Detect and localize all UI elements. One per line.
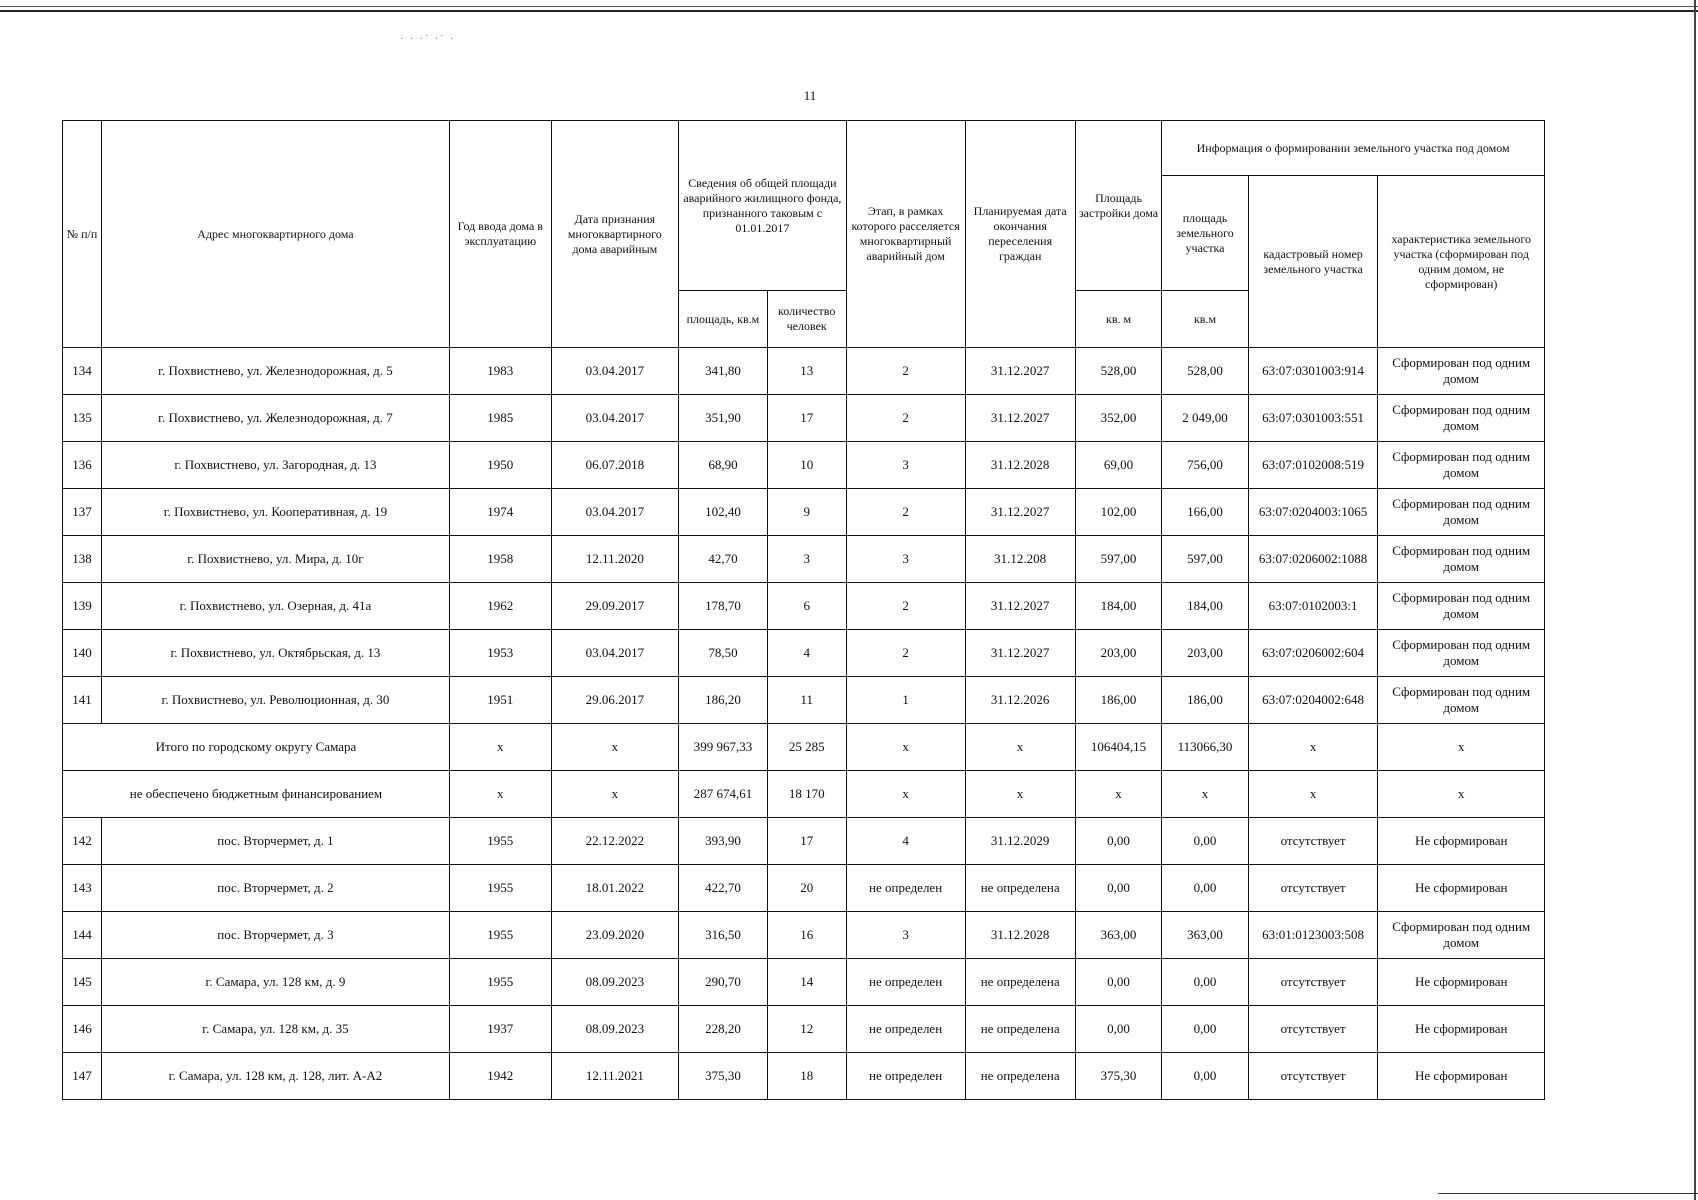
scan-border-top-thin bbox=[0, 6, 1698, 7]
row-people: 18 bbox=[767, 1053, 846, 1100]
total-year: х bbox=[449, 724, 551, 771]
row-address: г. Похвистнево, ул. Железнодорожная, д. 7 bbox=[101, 395, 449, 442]
row-area: 351,90 bbox=[679, 395, 768, 442]
row-planned-date: не определена bbox=[965, 1053, 1075, 1100]
row-planned-date: 31.12.208 bbox=[965, 536, 1075, 583]
row-area: 290,70 bbox=[679, 959, 768, 1006]
row-people: 6 bbox=[767, 583, 846, 630]
header-planned-date: Планируемая дата окончания переселения граждан bbox=[965, 121, 1075, 348]
row-num: 138 bbox=[63, 536, 102, 583]
table-row bbox=[63, 865, 1545, 912]
row-num: 144 bbox=[63, 912, 102, 959]
row-area: 68,90 bbox=[679, 442, 768, 489]
row-num: 147 bbox=[63, 1053, 102, 1100]
table-row bbox=[63, 536, 1545, 583]
total-label: не обеспечено бюджетным финансированием bbox=[63, 771, 450, 818]
row-people: 20 bbox=[767, 865, 846, 912]
row-people: 4 bbox=[767, 630, 846, 677]
row-planned-date: 31.12.2026 bbox=[965, 677, 1075, 724]
header-cadastral: кадастровый номер земельного участка bbox=[1248, 176, 1378, 348]
header-land-area-unit: кв.м bbox=[1162, 291, 1248, 348]
row-cadastral: отсутствует bbox=[1248, 865, 1378, 912]
row-cadastral: 63:07:0206002:604 bbox=[1248, 630, 1378, 677]
row-date: 23.09.2020 bbox=[551, 912, 679, 959]
row-cadastral: 63:07:0204003:1065 bbox=[1248, 489, 1378, 536]
total-char: х bbox=[1378, 724, 1545, 771]
row-land-char: Сформирован под одним домом bbox=[1378, 536, 1545, 583]
row-year: 1937 bbox=[449, 1006, 551, 1053]
row-area: 102,40 bbox=[679, 489, 768, 536]
row-area: 341,80 bbox=[679, 348, 768, 395]
row-land-area: 597,00 bbox=[1162, 536, 1248, 583]
row-land-char: Не сформирован bbox=[1378, 818, 1545, 865]
row-num: 142 bbox=[63, 818, 102, 865]
row-planned-date: 31.12.2028 bbox=[965, 912, 1075, 959]
row-land-area: 184,00 bbox=[1162, 583, 1248, 630]
row-people: 17 bbox=[767, 395, 846, 442]
row-land-area: 0,00 bbox=[1162, 865, 1248, 912]
row-year: 1955 bbox=[449, 865, 551, 912]
row-people: 11 bbox=[767, 677, 846, 724]
row-year: 1942 bbox=[449, 1053, 551, 1100]
row-land-area: 186,00 bbox=[1162, 677, 1248, 724]
row-land-area: 756,00 bbox=[1162, 442, 1248, 489]
row-year: 1955 bbox=[449, 959, 551, 1006]
total-stage: х bbox=[846, 771, 965, 818]
row-planned-date: 31.12.2027 bbox=[965, 630, 1075, 677]
resettlement-table bbox=[62, 120, 1545, 1100]
page-number: 11 bbox=[803, 88, 817, 103]
row-people: 3 bbox=[767, 536, 846, 583]
row-land-char: Сформирован под одним домом bbox=[1378, 442, 1545, 489]
scan-noise: · · ·˙ ·˙ · bbox=[400, 34, 456, 45]
row-stage: 1 bbox=[846, 677, 965, 724]
row-people: 14 bbox=[767, 959, 846, 1006]
row-address: г. Похвистнево, ул. Железнодорожная, д. 5 bbox=[101, 348, 449, 395]
row-land-char: Сформирован под одним домом bbox=[1378, 677, 1545, 724]
row-land-char: Не сформирован bbox=[1378, 1006, 1545, 1053]
header-land-group: Информация о формировании земельного участка под домом bbox=[1162, 121, 1545, 176]
row-land-area: 528,00 bbox=[1162, 348, 1248, 395]
total-planned: х bbox=[965, 724, 1075, 771]
row-address: пос. Вторчермет, д. 3 bbox=[101, 912, 449, 959]
row-date: 18.01.2022 bbox=[551, 865, 679, 912]
header-stage: Этап, в рамках которого расселяется многоквартирный аварийный дом bbox=[846, 121, 965, 348]
row-building-area: 0,00 bbox=[1075, 818, 1161, 865]
row-land-char: Сформирован под одним домом bbox=[1378, 348, 1545, 395]
row-land-area: 0,00 bbox=[1162, 1053, 1248, 1100]
row-cadastral: 63:07:0102003:1 bbox=[1248, 583, 1378, 630]
row-year: 1950 bbox=[449, 442, 551, 489]
row-stage: 2 bbox=[846, 348, 965, 395]
table-row bbox=[63, 442, 1545, 489]
header-area: площадь, кв.м bbox=[679, 291, 768, 348]
header-num: № п/п bbox=[63, 121, 102, 348]
row-date: 29.06.2017 bbox=[551, 677, 679, 724]
row-land-char: Сформирован под одним домом bbox=[1378, 489, 1545, 536]
table-row bbox=[63, 395, 1545, 442]
total-stage: х bbox=[846, 724, 965, 771]
row-planned-date: 31.12.2028 bbox=[965, 442, 1075, 489]
row-planned-date: 31.12.2029 bbox=[965, 818, 1075, 865]
row-stage: 4 bbox=[846, 818, 965, 865]
row-planned-date: 31.12.2027 bbox=[965, 348, 1075, 395]
header-land-area: площадь земельного участка bbox=[1162, 176, 1248, 291]
table-row bbox=[63, 583, 1545, 630]
row-area: 42,70 bbox=[679, 536, 768, 583]
row-date: 03.04.2017 bbox=[551, 489, 679, 536]
row-building-area: 352,00 bbox=[1075, 395, 1161, 442]
row-land-char: Не сформирован bbox=[1378, 959, 1545, 1006]
row-date: 08.09.2023 bbox=[551, 959, 679, 1006]
row-area: 178,70 bbox=[679, 583, 768, 630]
header-date-emergency: Дата признания многоквартирного дома аварийным bbox=[551, 121, 679, 348]
row-area: 422,70 bbox=[679, 865, 768, 912]
row-planned-date: 31.12.2027 bbox=[965, 395, 1075, 442]
row-address: г. Похвистнево, ул. Кооперативная, д. 19 bbox=[101, 489, 449, 536]
row-building-area: 0,00 bbox=[1075, 1006, 1161, 1053]
row-address: пос. Вторчермет, д. 2 bbox=[101, 865, 449, 912]
row-area: 316,50 bbox=[679, 912, 768, 959]
row-num: 146 bbox=[63, 1006, 102, 1053]
row-people: 17 bbox=[767, 818, 846, 865]
table-row bbox=[63, 677, 1545, 724]
row-date: 03.04.2017 bbox=[551, 630, 679, 677]
row-land-char: Сформирован под одним домом bbox=[1378, 395, 1545, 442]
row-address: пос. Вторчермет, д. 1 bbox=[101, 818, 449, 865]
row-num: 134 bbox=[63, 348, 102, 395]
total-area: 399 967,33 bbox=[679, 724, 768, 771]
row-cadastral: 63:07:0204002:648 bbox=[1248, 677, 1378, 724]
total-date: х bbox=[551, 724, 679, 771]
table-row bbox=[63, 1053, 1545, 1100]
total-char: х bbox=[1378, 771, 1545, 818]
total-cadastral: х bbox=[1248, 771, 1378, 818]
table-row bbox=[63, 489, 1545, 536]
row-building-area: 363,00 bbox=[1075, 912, 1161, 959]
row-year: 1953 bbox=[449, 630, 551, 677]
row-address: г. Самара, ул. 128 км, д. 35 bbox=[101, 1006, 449, 1053]
total-row bbox=[63, 771, 1545, 818]
row-stage: 3 bbox=[846, 442, 965, 489]
row-stage: 2 bbox=[846, 630, 965, 677]
row-land-area: 363,00 bbox=[1162, 912, 1248, 959]
row-stage: 2 bbox=[846, 583, 965, 630]
header-year: Год ввода дома в эксплуатацию bbox=[449, 121, 551, 348]
row-address: г. Похвистнево, ул. Октябрьская, д. 13 bbox=[101, 630, 449, 677]
header-land-char: характеристика земельного участка (сформирован под одним домом, не сформирован) bbox=[1378, 176, 1545, 348]
row-land-area: 166,00 bbox=[1162, 489, 1248, 536]
scan-mark-bottom bbox=[1438, 1193, 1698, 1194]
row-building-area: 0,00 bbox=[1075, 865, 1161, 912]
row-num: 137 bbox=[63, 489, 102, 536]
row-num: 140 bbox=[63, 630, 102, 677]
row-address: г. Похвистнево, ул. Революционная, д. 30 bbox=[101, 677, 449, 724]
row-address: г. Самара, ул. 128 км, д. 128, лит. А-А2 bbox=[101, 1053, 449, 1100]
header-area-group: Сведения об общей площади аварийного жилищного фонда, признанного таковым с 01.01.2017 bbox=[679, 121, 847, 291]
row-area: 228,20 bbox=[679, 1006, 768, 1053]
table-row bbox=[63, 1006, 1545, 1053]
row-land-char: Не сформирован bbox=[1378, 1053, 1545, 1100]
scan-border-right bbox=[1694, 0, 1696, 1200]
row-land-area: 2 049,00 bbox=[1162, 395, 1248, 442]
row-stage: не определен bbox=[846, 959, 965, 1006]
total-people: 25 285 bbox=[767, 724, 846, 771]
row-people: 9 bbox=[767, 489, 846, 536]
row-stage: 3 bbox=[846, 536, 965, 583]
row-stage: не определен bbox=[846, 1006, 965, 1053]
row-planned-date: не определена bbox=[965, 865, 1075, 912]
row-stage: не определен bbox=[846, 1053, 965, 1100]
row-date: 03.04.2017 bbox=[551, 395, 679, 442]
row-address: г. Похвистнево, ул. Озерная, д. 41а bbox=[101, 583, 449, 630]
total-land-area: 113066,30 bbox=[1162, 724, 1248, 771]
row-cadastral: 63:07:0301003:551 bbox=[1248, 395, 1378, 442]
table-row bbox=[63, 348, 1545, 395]
row-building-area: 102,00 bbox=[1075, 489, 1161, 536]
row-land-char: Сформирован под одним домом bbox=[1378, 583, 1545, 630]
row-cadastral: 63:07:0102008:519 bbox=[1248, 442, 1378, 489]
row-year: 1958 bbox=[449, 536, 551, 583]
row-cadastral: отсутствует bbox=[1248, 1006, 1378, 1053]
total-area: 287 674,61 bbox=[679, 771, 768, 818]
row-cadastral: 63:07:0206002:1088 bbox=[1248, 536, 1378, 583]
row-address: г. Самара, ул. 128 км, д. 9 bbox=[101, 959, 449, 1006]
table-row bbox=[63, 912, 1545, 959]
total-year: х bbox=[449, 771, 551, 818]
row-year: 1962 bbox=[449, 583, 551, 630]
total-cadastral: х bbox=[1248, 724, 1378, 771]
row-area: 393,90 bbox=[679, 818, 768, 865]
row-stage: 2 bbox=[846, 395, 965, 442]
row-building-area: 597,00 bbox=[1075, 536, 1161, 583]
row-planned-date: 31.12.2027 bbox=[965, 583, 1075, 630]
row-building-area: 69,00 bbox=[1075, 442, 1161, 489]
total-people: 18 170 bbox=[767, 771, 846, 818]
row-people: 10 bbox=[767, 442, 846, 489]
row-stage: 2 bbox=[846, 489, 965, 536]
row-people: 16 bbox=[767, 912, 846, 959]
row-building-area: 203,00 bbox=[1075, 630, 1161, 677]
row-planned-date: не определена bbox=[965, 1006, 1075, 1053]
table-row bbox=[63, 630, 1545, 677]
row-cadastral: 63:01:0123003:508 bbox=[1248, 912, 1378, 959]
row-building-area: 0,00 bbox=[1075, 959, 1161, 1006]
row-year: 1985 bbox=[449, 395, 551, 442]
row-date: 06.07.2018 bbox=[551, 442, 679, 489]
total-build-area: х bbox=[1075, 771, 1161, 818]
row-building-area: 184,00 bbox=[1075, 583, 1161, 630]
row-cadastral: отсутствует bbox=[1248, 1053, 1378, 1100]
row-num: 135 bbox=[63, 395, 102, 442]
row-address: г. Похвистнево, ул. Мира, д. 10г bbox=[101, 536, 449, 583]
row-stage: 3 bbox=[846, 912, 965, 959]
row-year: 1951 bbox=[449, 677, 551, 724]
row-date: 12.11.2021 bbox=[551, 1053, 679, 1100]
row-date: 12.11.2020 bbox=[551, 536, 679, 583]
row-land-char: Не сформирован bbox=[1378, 865, 1545, 912]
header-address: Адрес многоквартирного дома bbox=[101, 121, 449, 348]
table-row bbox=[63, 959, 1545, 1006]
row-land-area: 0,00 bbox=[1162, 818, 1248, 865]
row-area: 186,20 bbox=[679, 677, 768, 724]
row-planned-date: 31.12.2027 bbox=[965, 489, 1075, 536]
row-land-area: 0,00 bbox=[1162, 1006, 1248, 1053]
total-row bbox=[63, 724, 1545, 771]
row-people: 12 bbox=[767, 1006, 846, 1053]
row-building-area: 375,30 bbox=[1075, 1053, 1161, 1100]
row-date: 29.09.2017 bbox=[551, 583, 679, 630]
row-num: 145 bbox=[63, 959, 102, 1006]
row-num: 136 bbox=[63, 442, 102, 489]
row-year: 1955 bbox=[449, 912, 551, 959]
row-num: 141 bbox=[63, 677, 102, 724]
row-address: г. Похвистнево, ул. Загородная, д. 13 bbox=[101, 442, 449, 489]
row-stage: не определен bbox=[846, 865, 965, 912]
total-date: х bbox=[551, 771, 679, 818]
total-build-area: 106404,15 bbox=[1075, 724, 1161, 771]
row-cadastral: отсутствует bbox=[1248, 959, 1378, 1006]
row-cadastral: 63:07:0301003:914 bbox=[1248, 348, 1378, 395]
row-planned-date: не определена bbox=[965, 959, 1075, 1006]
header-people: количество человек bbox=[767, 291, 846, 348]
header-building-area-unit: кв. м bbox=[1075, 291, 1161, 348]
row-year: 1983 bbox=[449, 348, 551, 395]
row-land-area: 203,00 bbox=[1162, 630, 1248, 677]
total-planned: х bbox=[965, 771, 1075, 818]
row-area: 78,50 bbox=[679, 630, 768, 677]
total-land-area: х bbox=[1162, 771, 1248, 818]
row-num: 139 bbox=[63, 583, 102, 630]
row-cadastral: отсутствует bbox=[1248, 818, 1378, 865]
row-area: 375,30 bbox=[679, 1053, 768, 1100]
row-date: 08.09.2023 bbox=[551, 1006, 679, 1053]
row-num: 143 bbox=[63, 865, 102, 912]
row-building-area: 528,00 bbox=[1075, 348, 1161, 395]
total-label: Итого по городскому округу Самара bbox=[63, 724, 450, 771]
row-land-area: 0,00 bbox=[1162, 959, 1248, 1006]
header-building-area: Площадь застройки дома bbox=[1075, 121, 1161, 291]
row-land-char: Сформирован под одним домом bbox=[1378, 912, 1545, 959]
row-land-char: Сформирован под одним домом bbox=[1378, 630, 1545, 677]
row-people: 13 bbox=[767, 348, 846, 395]
row-date: 22.12.2022 bbox=[551, 818, 679, 865]
row-year: 1974 bbox=[449, 489, 551, 536]
row-building-area: 186,00 bbox=[1075, 677, 1161, 724]
row-year: 1955 bbox=[449, 818, 551, 865]
table-row bbox=[63, 818, 1545, 865]
scan-border-top bbox=[0, 10, 1698, 12]
row-date: 03.04.2017 bbox=[551, 348, 679, 395]
